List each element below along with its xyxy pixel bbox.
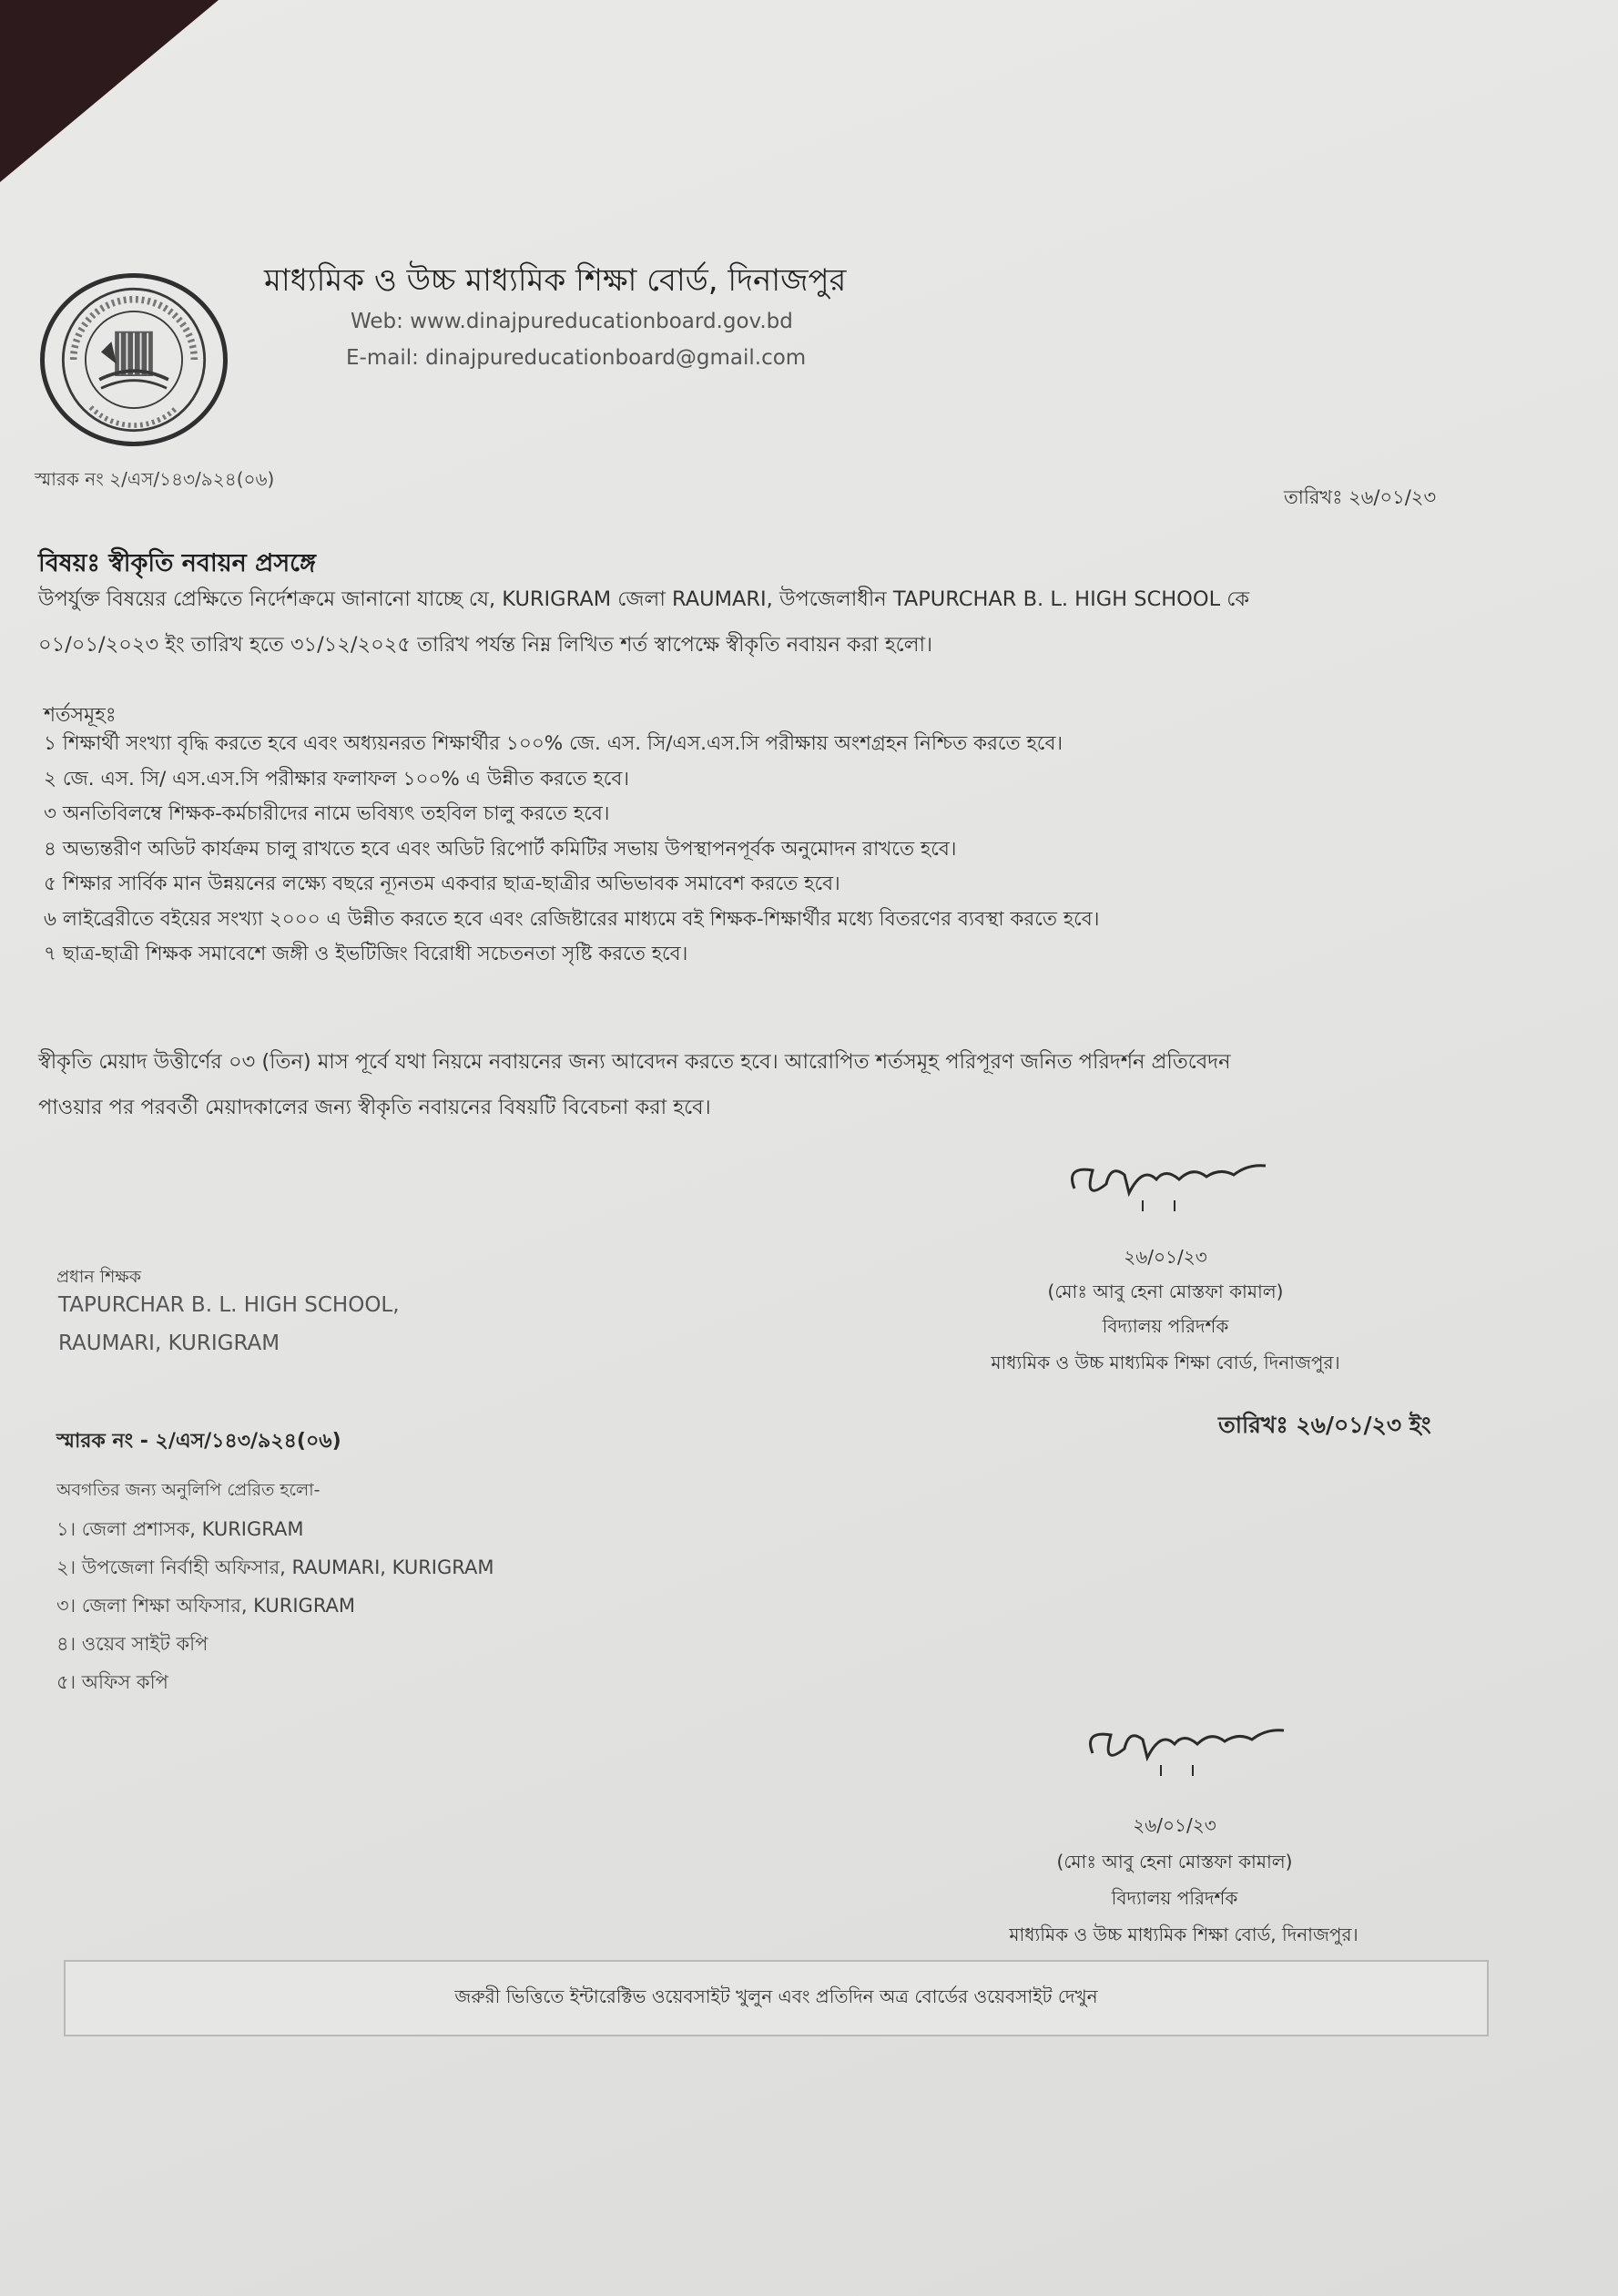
signature-image [1056, 1148, 1302, 1220]
signatory-date: ২৬/০১/২৩ [1133, 1814, 1216, 1836]
signatory-name: (মোঃ আবু হেনা মোস্তফা কামাল) [1047, 1281, 1284, 1302]
background-corner [0, 0, 219, 182]
signatory-date: ২৬/০১/২৩ [1124, 1246, 1207, 1268]
cc-item: ৩। জেলা শিক্ষা অফিসার, KURIGRAM [56, 1595, 356, 1617]
signature-image [1074, 1712, 1320, 1785]
signatory-org: মাধ্যমিক ও উচ্চ মাধ্যমিক শিক্ষা বোর্ড, দিনাজপুর। [991, 1352, 1340, 1373]
footer-notice-box [64, 1960, 1489, 2036]
conditions-list [44, 727, 1099, 973]
signatory-title: বিদ্যালয় পরিদর্শক [1111, 1887, 1238, 1909]
subject-line: বিষয়ঃ স্বীকৃতি নবায়ন প্রসঙ্গে [38, 549, 316, 577]
condition-item: ৬ লাইব্রেরীতে বইয়ের সংখ্যা ২০০০ এ উন্নীত করতে হবে এবং রেজিষ্টারের মাধ্যমে বই শিক্ষক-শিক্ষার্থীর মধ্যে বিতরণের ব্যবস্থা করতে হবে। [44, 907, 1100, 931]
recipient-line-1: TAPURCHAR B. L. HIGH SCHOOL, [58, 1293, 400, 1317]
board-seal-logo [40, 273, 228, 446]
board-email: E-mail: dinajpureducationboard@gmail.com [346, 346, 807, 370]
condition-item: ৭ ছাত্র-ছাত্রী শিক্ষক সমাবেশে জঙ্গী ও ইভটিজিং বিরোধী সচেতনতা সৃষ্টি করতে হবে। [44, 943, 688, 965]
signatory-org: মাধ্যমিক ও উচ্চ মাধ্যমিক শিক্ষা বোর্ড, দিনাজপুর। [1009, 1924, 1359, 1945]
closing-line-1: স্বীকৃতি মেয়াদ উত্তীর্ণের ০৩ (তিন) মাস পূর্বে যথা নিয়মে নবায়নের জন্য আবেদন করতে হবে। আরোপিত শর্তসমূহ পরিপূরণ জনিত পরিদর্শন প্রতিবেদন [38, 1050, 1231, 1074]
signatory-name: (মোঃ আবু হেনা মোস্তফা কামাল) [1056, 1851, 1293, 1873]
cc-item: ১। জেলা প্রশাসক, KURIGRAM [56, 1518, 304, 1540]
condition-item: ২ জে. এস. সি/ এস.এস.সি পরীক্ষার ফলাফল ১০০% এ উন্নীত করতে হবে। [44, 767, 630, 791]
cc-item: ৫। অফিস কপি [56, 1671, 168, 1693]
board-title: মাধ্যমিক ও উচ্চ মাধ্যমিক শিক্ষা বোর্ড, দিনাজপুর [264, 262, 847, 299]
conditions-heading: শর্তসমূহঃ [44, 704, 117, 727]
condition-item: ৫ শিক্ষার সার্বিক মান উন্নয়নের লক্ষ্যে বছরে ন্যূনতম একবার ছাত্র-ছাত্রীর অভিভাবক সমাবেশ করতে হবে। [44, 872, 840, 895]
condition-item: ১ শিক্ষার্থী সংখ্যা বৃদ্ধি করতে হবে এবং অধ্যয়নরত শিক্ষার্থীর ১০০% জে. এস. সি/এস.এস.সি পরীক্ষায় অংশগ্রহন নিশ্চিত করতে হবে। [44, 732, 1063, 755]
condition-item: ৩ অনতিবিলম্বে শিক্ষক-কর্মচারীদের নামে ভবিষ্যৎ তহবিল চালু করতে হবে। [44, 802, 610, 825]
closing-line-2: পাওয়ার পর পরবর্তী মেয়াদকালের জন্য স্বীকৃতি নবায়নের বিষয়টি বিবেচনা করা হবে। [38, 1096, 711, 1119]
recipient-heading: প্রধান শিক্ষক [56, 1267, 142, 1287]
cc-item: ৪। ওয়েব সাইট কপি [56, 1633, 209, 1655]
body-line-2: ০১/০১/২০২৩ ইং তারিখ হতে ৩১/১২/২০২৫ তারিখ পর্যন্ত নিম্ন লিখিত শর্ত স্বাপেক্ষে স্বীকৃতি নবায়ন করা হলো। [38, 633, 933, 657]
board-website: Web: www.dinajpureducationboard.gov.bd [351, 310, 793, 333]
cc-list [56, 1510, 494, 1701]
signatory-title: বিদ্যালয় পরিদর্শক [1102, 1315, 1229, 1337]
memo-number-top: স্মারক নং ২/এস/১৪৩/৯২৪(০৬) [35, 468, 275, 490]
condition-item: ৪ অভ্যন্তরীণ অডিট কার্যক্রম চালু রাখতে হবে এবং অডিট রিপোর্ট কমিটির সভায় উপস্থাপনপূর্বক অনুমোদন রাখতে হবে। [44, 837, 957, 861]
body-line-1: উপর্যুক্ত বিষয়ের প্রেক্ষিতে নির্দেশক্রমে জানানো যাচ্ছে যে, KURIGRAM জেলা RAUMARI, উপজেলাধীন TAPURCHAR B. L. HIGH SCHOOL কে [38, 587, 1250, 611]
cc-heading: অবগতির জন্য অনুলিপি প্রেরিত হলো- [56, 1480, 321, 1500]
memo-number-bottom: স্মারক নং - ২/এস/১৪৩/৯২৪(০৬) [56, 1430, 341, 1453]
cc-item: ২। উপজেলা নির্বাহী অফিসার, RAUMARI, KURIGRAM [56, 1556, 494, 1578]
footer-notice: জরুরী ভিত্তিতে ইন্টারেক্টিভ ওয়েবসাইট খুলুন এবং প্রতিদিন অত্র বোর্ডের ওয়েবসাইট দেখুন [454, 1985, 1098, 2007]
recipient-line-2: RAUMARI, KURIGRAM [58, 1332, 280, 1355]
date-top: তারিখঃ ২৬/০১/২৩ [1284, 486, 1437, 508]
date-bottom: তারিখঃ ২৬/০১/২৩ ইং [1218, 1412, 1431, 1438]
